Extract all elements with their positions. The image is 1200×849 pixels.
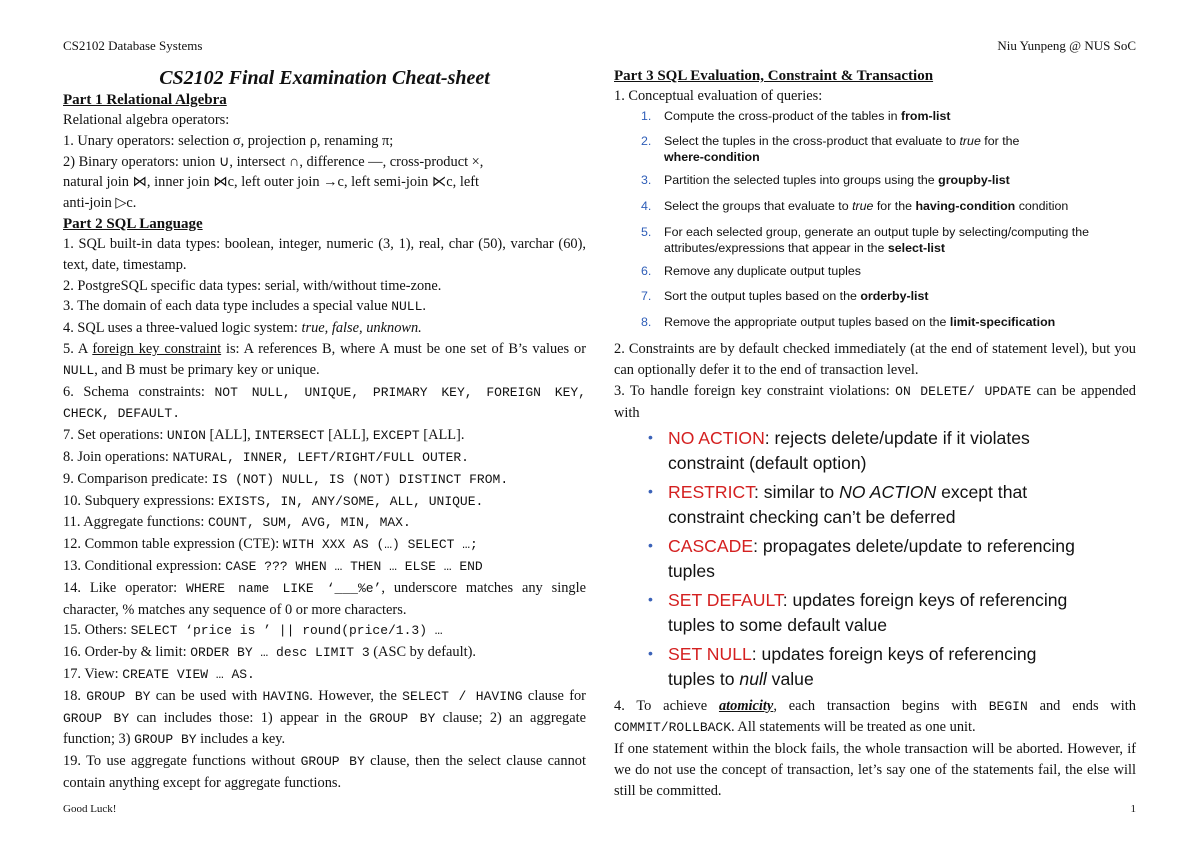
eval-step: 7. Sort the output tuples based on the orderby-list	[641, 289, 929, 304]
action-no-action: • NO ACTION: rejects delete/update if it violates constraint (default option)	[648, 426, 1136, 476]
eval-step: 3. Partition the selected tuples into groups using the groupby-list	[641, 173, 1010, 188]
part2-item-8: 8. Join operations: NATURAL, INNER, LEFT/RIGHT/FULL OUTER.	[63, 448, 469, 465]
part1-line1: 1. Unary operators: selection σ, projection ρ, renaming π;	[63, 132, 394, 149]
part2-heading: Part 2 SQL Language	[63, 215, 203, 232]
eval-step: 5. For each selected group, generate an output tuple by selecting/computing the attributes/expressions that appear in the select-list	[641, 224, 1090, 255]
referential-actions-list	[614, 426, 1136, 692]
part3-item-1: 1. Conceptual evaluation of queries:	[614, 88, 823, 104]
bullet-icon: •	[648, 428, 653, 445]
header-course: CS2102 Database Systems	[63, 38, 203, 53]
part2-item-3: 3. The domain of each data type includes a special value NULL.	[63, 298, 427, 315]
left-column	[63, 66, 586, 794]
eval-step: 4. Select the groups that evaluate to true for the having-condition condition	[641, 198, 1069, 213]
footer-message: Good Luck!	[63, 803, 117, 815]
right-column	[614, 66, 1136, 802]
part1-intro: Relational algebra operators:	[63, 112, 230, 128]
action-cascade: • CASCADE: propagates delete/update to referencing tuples	[648, 534, 1136, 584]
page-number: 1	[1130, 803, 1136, 815]
part1-heading: Part 1 Relational Algebra	[63, 92, 227, 108]
part2-item-17: 17. View: CREATE VIEW … AS.	[63, 665, 255, 682]
part2-item-6: 6. Schema constraints: NOT NULL, UNIQUE, PRIMARY KEY, FOREIGN KEY, CHECK, DEFAULT.	[63, 383, 586, 422]
part2-item-19: 19. To use aggregate functions without GROUP BY clause, then the select clause cannot contain anything except for aggregate functions.	[63, 753, 586, 791]
eval-step: 1. Compute the cross-product of the tables in from-list	[641, 108, 951, 123]
part2-item-5: 5. A foreign key constraint is: A references B, where A must be one set of B’s values or NULL, and B must be primary key or unique.	[63, 340, 586, 378]
part2-item-1: 1. SQL built-in data types: boolean, integer, numeric (3, 1), real, char (50), varchar (60), text, date, timestamp.	[63, 235, 586, 273]
part2-item-16: 16. Order-by & limit: ORDER BY … desc LIMIT 3 (ASC by default).	[63, 644, 476, 661]
part2-item-14: 14. Like operator: WHERE name LIKE ‘___%e’, underscore matches any single character, % matches any sequence of 0 or more characters.	[63, 579, 586, 618]
bullet-icon: •	[648, 482, 653, 499]
eval-step: 6. Remove any duplicate output tuples	[641, 263, 861, 278]
query-evaluation-steps	[614, 108, 1136, 330]
header-author: Niu Yunpeng @ NUS SoC	[997, 38, 1136, 53]
part2-item-11: 11. Aggregate functions: COUNT, SUM, AVG, MIN, MAX.	[63, 514, 411, 531]
bullet-icon: •	[648, 590, 653, 607]
part3-item-4: 4. To achieve atomicity, each transaction begins with BEGIN and ends with COMMIT/ROLLBACK. All statements will be treated as one unit.	[614, 697, 1136, 736]
part2-item-4: 4. SQL uses a three-valued logic system: true, false, unknown.	[63, 320, 422, 337]
part3-item-5: If one statement within the block fails, the whole transaction will be aborted. However, if we do not use the concept of transaction, let’s say one of the statements fail, the else will still be committed.	[614, 741, 1136, 799]
eval-step: 2. Select the tuples in the cross-product that evaluate to true for the where-condition	[641, 134, 1020, 165]
eval-step: 8. Remove the appropriate output tuples based on the limit-specification	[641, 314, 1056, 329]
part3-item-3: 3. To handle foreign key constraint violations: ON DELETE/ UPDATE can be appended with	[614, 382, 1136, 421]
action-restrict: • RESTRICT: similar to NO ACTION except that constraint checking can’t be deferred	[648, 480, 1136, 530]
part1-line2: 2) Binary operators: union ∪, intersect ∩, difference —, cross-product ×, natural join ⋈, inner join ⋈c, left outer join →c, left semi-join ⋉c, left anti-join ▷c.	[63, 153, 484, 212]
action-set-null: • SET NULL: updates foreign keys of referencing tuples to null value	[648, 642, 1136, 692]
part2-item-12: 12. Common table expression (CTE): WITH XXX AS (…) SELECT …;	[63, 536, 478, 553]
part2-item-18: 18. GROUP BY can be used with HAVING. However, the SELECT / HAVING clause for GROUP BY can includes those: 1) appear in the GROUP BY clause; 2) an aggregate function; 3) GROUP BY includes a key.	[63, 687, 586, 748]
part2-item-7: 7. Set operations: UNION [ALL], INTERSECT [ALL], EXCEPT [ALL].	[63, 427, 465, 444]
part2-item-10: 10. Subquery expressions: EXISTS, IN, ANY/SOME, ALL, UNIQUE.	[63, 492, 484, 509]
bullet-icon: •	[648, 644, 653, 661]
part2-item-2: 2. PostgreSQL specific data types: serial, with/without time-zone.	[63, 277, 442, 294]
page-title: CS2102 Final Examination Cheat-sheet	[159, 67, 490, 89]
part2-item-9: 9. Comparison predicate: IS (NOT) NULL, IS (NOT) DISTINCT FROM.	[63, 470, 509, 487]
part2-item-15: 15. Others: SELECT ‘price is ’ || round(price/1.3) …	[63, 622, 443, 639]
bullet-icon: •	[648, 536, 653, 553]
part3-item-2: 2. Constraints are by default checked immediately (at the end of statement level), but you can optionally defer it to the end of transaction level.	[614, 341, 1136, 379]
part3-heading: Part 3 SQL Evaluation, Constraint & Transaction	[614, 68, 934, 84]
action-set-default: • SET DEFAULT: updates foreign keys of referencing tuples to some default value	[648, 588, 1136, 638]
part2-item-13: 13. Conditional expression: CASE ??? WHEN … THEN … ELSE … END	[63, 557, 483, 574]
